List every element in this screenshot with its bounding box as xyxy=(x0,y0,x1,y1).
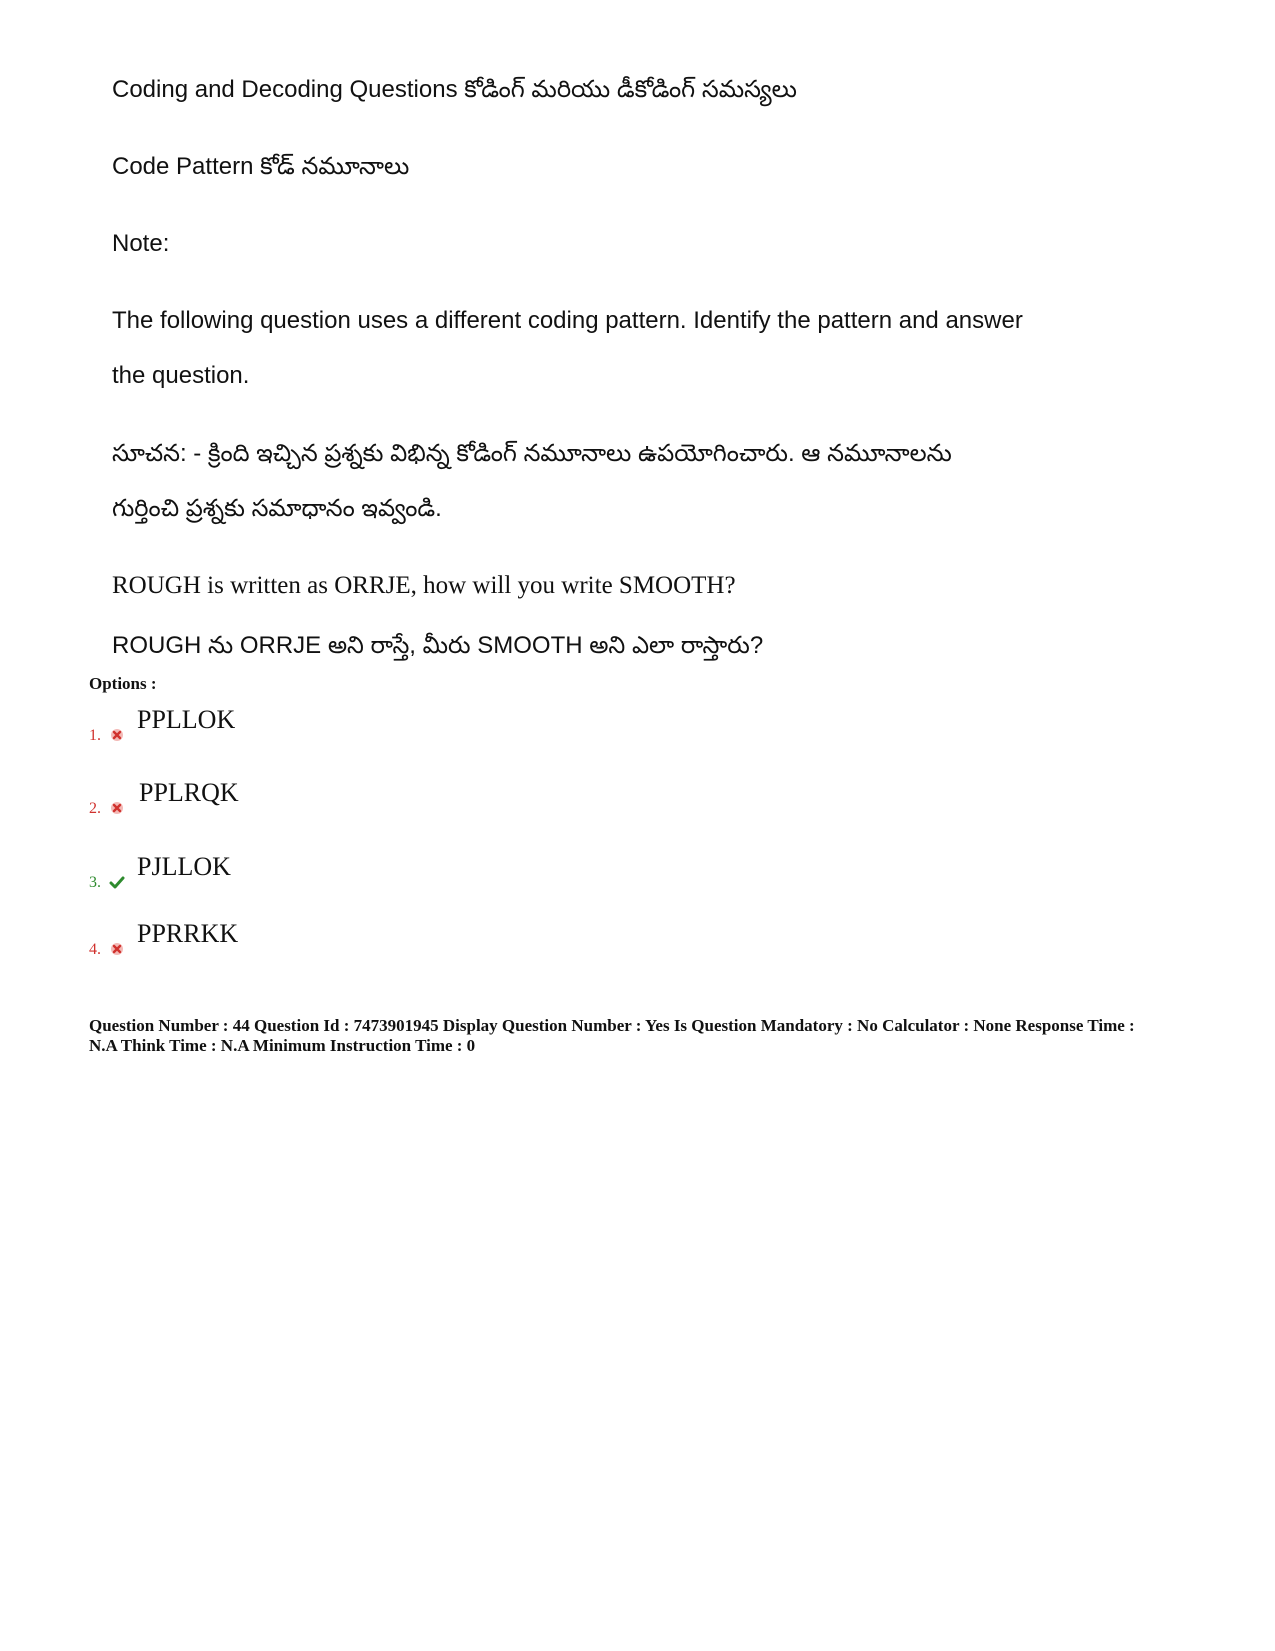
note-telugu-line-1: సూచన: - క్రింది ఇచ్చిన ప్రశ్నకు విభిన్న కోడింగ్ నమూనాలు ఉపయోగించారు. ఆ నమూనాలను xyxy=(112,440,952,467)
cross-icon xyxy=(109,941,125,957)
option-number: 1. xyxy=(89,727,101,744)
option-number: 4. xyxy=(89,941,101,958)
cross-icon xyxy=(109,727,125,743)
option-number: 3. xyxy=(89,874,101,891)
note-english-line-1: The following question uses a different coding pattern. Identify the pattern and answer xyxy=(112,307,1023,334)
question-text-telugu: ROUGH ను ORRJE అని రాస్తే, మీరు SMOOTH అని ఎలా రాస్తారు? xyxy=(112,632,764,659)
question-metadata: Question Number : 44 Question Id : 7473901945 Display Question Number : Yes Is Question Mandatory : No Calculator : None Response Time : N.A Think Time : N.A Minimum Instruction Time : 0 xyxy=(89,1016,1135,1055)
note-label: Note: xyxy=(112,230,170,257)
code-pattern-title: Code Pattern కోడ్ నమూనాలు xyxy=(112,153,410,180)
option-1 xyxy=(89,705,489,745)
note-telugu-line-2: గుర్తించి ప్రశ్నకు సమాధానం ఇవ్వండి. xyxy=(112,495,442,522)
options-label: Options : xyxy=(89,674,157,693)
option-3 xyxy=(89,852,489,892)
cross-icon xyxy=(109,800,125,816)
note-english-line-2: the question. xyxy=(112,362,250,389)
option-2 xyxy=(89,778,489,818)
option-text: PJLLOK xyxy=(137,852,231,881)
question-heading: Coding and Decoding Questions కోడింగ్ మరియు డీకోడింగ్ సమస్యలు xyxy=(112,76,797,103)
option-4 xyxy=(89,919,489,959)
check-icon xyxy=(109,874,125,890)
option-number: 2. xyxy=(89,800,101,817)
option-text: PPRRKK xyxy=(137,919,239,948)
option-text: PPLLOK xyxy=(137,705,236,734)
question-text-english: ROUGH is written as ORRJE, how will you write SMOOTH? xyxy=(112,572,736,599)
option-text: PPLRQK xyxy=(139,778,239,807)
